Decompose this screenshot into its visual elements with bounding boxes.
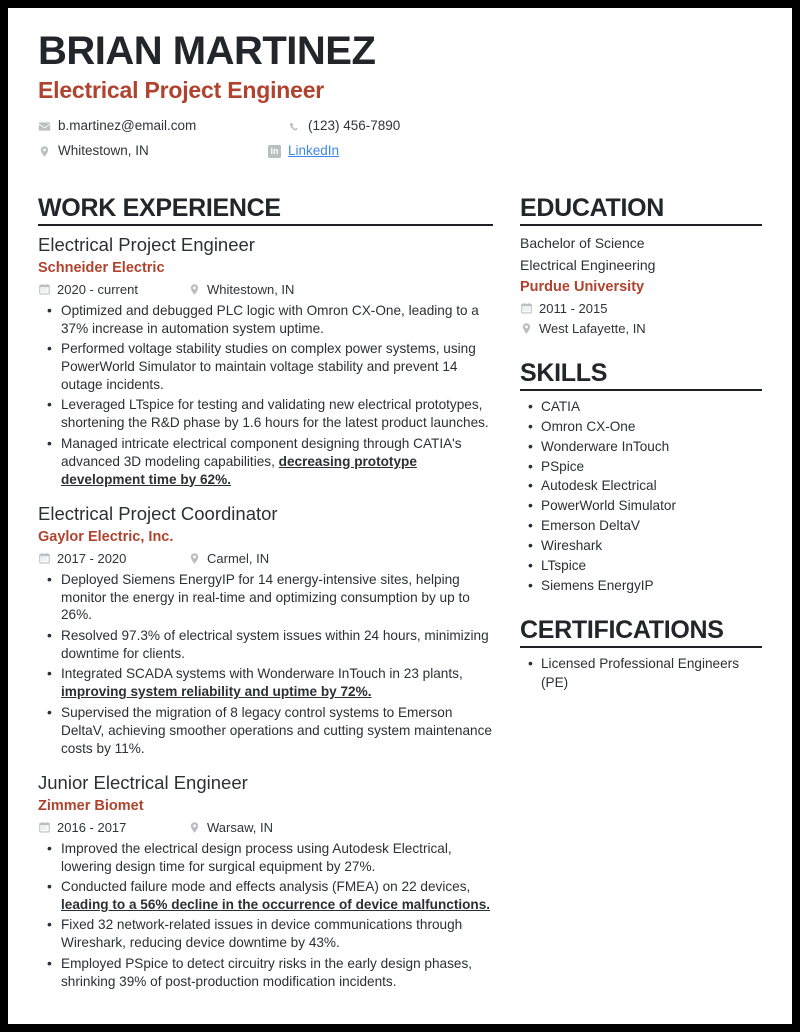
job-bullet: • Improved the electrical design process using Autodesk Electrical, lowering design time for surgical equipment by 27%. [38, 840, 493, 876]
education-degree: Bachelor of Science [520, 235, 645, 252]
job-dates-text: 2020 - current [57, 282, 138, 298]
work-experience-entry [38, 233, 493, 488]
map-pin-icon [188, 283, 201, 296]
contact-linkedin[interactable] [268, 141, 339, 161]
contact-info [38, 116, 762, 167]
job-bullet-list [38, 840, 493, 991]
job-meta [38, 280, 493, 300]
education-heading: EDUCATION [520, 194, 665, 223]
job-role: Electrical Project Coordinator [38, 503, 278, 525]
section-education [520, 194, 762, 338]
resume-body [38, 194, 762, 993]
work-experience-heading: WORK EXPERIENCE [38, 194, 281, 223]
skill-item: • LTspice [520, 557, 762, 576]
skill-item: • Siemens EnergyIP [520, 577, 762, 596]
job-bullet-emphasis: decreasing prototype development time by 62%. [61, 453, 417, 487]
job-location-text: Whitestown, IN [207, 282, 295, 298]
job-bullet: • Supervised the migration of 8 legacy control systems to Emerson DeltaV, achieving smoother operations and cutting system maintenance costs by 11%. [38, 704, 493, 758]
job-role: Junior Electrical Engineer [38, 772, 248, 794]
work-experience-entry [38, 771, 493, 990]
contact-location [38, 141, 149, 161]
map-pin-icon [520, 322, 533, 335]
map-pin-icon [188, 821, 201, 834]
job-bullet: • Resolved 97.3% of electrical system issues within 24 hours, minimizing downtime for clients. [38, 627, 493, 663]
job-bullet: • Deployed Siemens EnergyIP for 14 energy-intensive sites, helping monitor the energy in real-time and optimizing consumption by up to 26%. [38, 571, 493, 625]
job-location [188, 280, 294, 300]
skills-heading: SKILLS [520, 358, 608, 387]
job-dates [38, 280, 188, 300]
job-location [188, 549, 269, 569]
skill-item: • Wireshark [520, 537, 762, 556]
education-dates-text: 2011 - 2015 [539, 300, 608, 316]
certification-item: • Licensed Professional Engineers (PE) [520, 655, 762, 693]
job-location [188, 818, 273, 838]
contact-phone-text: (123) 456-7890 [308, 117, 401, 133]
job-bullet: • Optimized and debugged PLC logic with Omron CX-One, leading to a 37% increase in automation system uptime. [38, 302, 493, 338]
calendar-icon [38, 283, 51, 296]
section-skills [520, 359, 762, 596]
job-dates-text: 2017 - 2020 [57, 551, 127, 567]
left-column [38, 194, 493, 993]
job-meta [38, 818, 493, 838]
section-divider [520, 224, 762, 226]
skill-item: • Wonderware InTouch [520, 438, 762, 457]
job-dates-text: 2016 - 2017 [57, 820, 127, 836]
job-bullet-list [38, 571, 493, 758]
education-field: Electrical Engineering [520, 257, 656, 274]
contact-location-text: Whitestown, IN [58, 143, 149, 159]
job-bullet: • Conducted failure mode and effects analysis (FMEA) on 22 devices, leading to a 56% decline in the occurrence of device malfunctions. [38, 878, 493, 914]
job-location-text: Carmel, IN [207, 551, 270, 567]
job-dates [38, 818, 188, 838]
skill-item: • PSpice [520, 458, 762, 477]
map-pin-icon [38, 145, 51, 158]
skills-list [520, 398, 762, 596]
job-bullet-list [38, 302, 493, 489]
phone-icon [288, 120, 301, 133]
skill-item: • CATIA [520, 398, 762, 417]
contact-email-text: b.martinez@email.com [58, 117, 197, 133]
contact-email[interactable] [38, 116, 196, 136]
job-company: Schneider Electric [38, 259, 165, 276]
envelope-icon [38, 120, 51, 133]
certifications-heading: CERTIFICATIONS [520, 615, 724, 644]
section-divider [38, 224, 493, 226]
job-bullet: • Integrated SCADA systems with Wonderware InTouch in 23 plants, improving system reliability and uptime by 72%. [38, 665, 493, 701]
job-company: Gaylor Electric, Inc. [38, 528, 174, 545]
candidate-name: BRIAN MARTINEZ [38, 29, 376, 73]
job-location-text: Warsaw, IN [207, 820, 273, 836]
job-bullet: • Employed PSpice to detect circuitry risks in the early design phases, shrinking 39% of post-production modification incidents. [38, 955, 493, 991]
candidate-job-title: Electrical Project Engineer [38, 77, 325, 104]
calendar-icon [38, 821, 51, 834]
resume-header [38, 30, 762, 166]
work-experience-entry [38, 502, 493, 757]
map-pin-icon [188, 552, 201, 565]
skill-item: • Emerson DeltaV [520, 517, 762, 536]
skill-item: • PowerWorld Simulator [520, 497, 762, 516]
calendar-icon [520, 302, 533, 315]
section-divider [520, 389, 762, 391]
education-school: Purdue University [520, 278, 645, 295]
skill-item: • Omron CX-One [520, 418, 762, 437]
work-experience-list [38, 233, 493, 990]
section-certifications [520, 616, 762, 693]
education-dates [520, 299, 762, 319]
job-bullet: • Leveraged LTspice for testing and validating new electrical prototypes, shortening the R&D phase by 1.6 hours for the latest product launches. [38, 396, 493, 432]
job-bullet-emphasis: improving system reliability and uptime by 72%. [61, 684, 372, 700]
section-divider [520, 646, 762, 648]
linkedin-icon: in [268, 145, 281, 158]
job-role: Electrical Project Engineer [38, 234, 255, 256]
skill-item: • Autodesk Electrical [520, 477, 762, 496]
job-bullet: • Performed voltage stability studies on complex power systems, using PowerWorld Simulator to maintain voltage stability and prevent 14 outage incidents. [38, 340, 493, 394]
job-company: Zimmer Biomet [38, 797, 144, 814]
education-location [520, 319, 762, 339]
section-work-experience [38, 194, 493, 990]
contact-phone[interactable] [288, 116, 400, 136]
certifications-list [520, 655, 762, 693]
right-column [520, 194, 762, 693]
linkedin-link[interactable]: LinkedIn [288, 143, 340, 159]
resume-page [8, 8, 792, 1024]
calendar-icon [38, 552, 51, 565]
education-entry [520, 233, 762, 338]
education-location-text: West Lafayette, IN [539, 320, 646, 336]
job-bullet-emphasis: leading to a 56% decline in the occurrence of device malfunctions. [61, 896, 491, 912]
job-bullet: • Managed intricate electrical component designing through CATIA's advanced 3D modeling capabilities, decreasing prototype development time by 62%. [38, 435, 493, 489]
job-dates [38, 549, 188, 569]
job-bullet: • Fixed 32 network-related issues in device communications through Wireshark, reducing device downtime by 43%. [38, 916, 493, 952]
job-meta [38, 549, 493, 569]
